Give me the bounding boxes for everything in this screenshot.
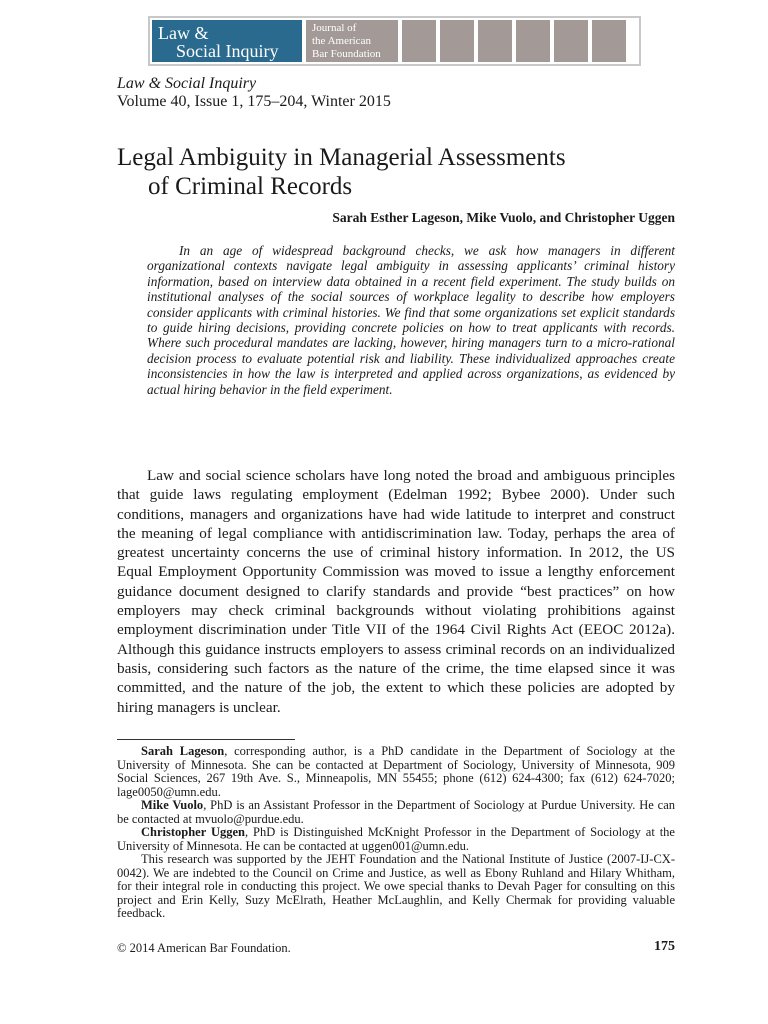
journal-publisher-block (306, 20, 398, 62)
banner-block (516, 20, 550, 62)
page-number: 175 (654, 939, 675, 954)
title-line-1: Legal Ambiguity in Managerial Assessments (117, 144, 566, 171)
abstract: In an age of widespread background checks, we ask how managers in different organizational contexts navigate legal ambiguity in assessing applicants’ criminal history information, based on interview data obtained in a recent field experiment. The study builds on institutional analyses of the social sources of workplace legality to describe how employers consider applicants with criminal histories. We find that some organizations set explicit standards to guide hiring decisions, providing concrete policies on how to treat applicants with records. Where such procedural mandates are lacking, however, hiring managers turn to a micro-rational decision process to evaluate potential risk and liability. These individualized approaches create inconsistencies in how the law is interpreted and applied across organizations, as evidenced by actual hiring behavior in the field experiment. (147, 243, 675, 397)
volume-info: Volume 40, Issue 1, 175–204, Winter 2015 (117, 93, 391, 110)
footnote-vuolo (117, 799, 675, 826)
banner-block (478, 20, 512, 62)
banner-block (440, 20, 474, 62)
journal-logo (152, 20, 302, 62)
banner-block (402, 20, 436, 62)
publisher-line-1: Journal of (312, 22, 357, 34)
footnotes (117, 745, 675, 921)
logo-line-2: Social Inquiry (176, 41, 279, 61)
footnote-text: , corresponding author, is a PhD candidate in the Department of Sociology at the University of Minnesota. She can be contacted at Department of Sociology, University of Minnesota, 909 Social Sciences, 267 19th Ave. S., Minneapolis, MN 55455; phone (612) 624-4300; fax (612) 624-7020; lage0050@umn.edu. (117, 744, 676, 799)
publisher-line-3: Bar Foundation (312, 48, 381, 60)
footnote-author-name: Mike Vuolo (141, 798, 204, 812)
footnote-author-name: Sarah Lageson (141, 744, 225, 758)
logo-line-1: Law & (158, 23, 209, 43)
footnote-author-name: Christopher Uggen (141, 825, 245, 839)
copyright-notice: © 2014 American Bar Foundation. (117, 941, 291, 955)
journal-name: Law & Social Inquiry (117, 75, 257, 92)
author-list: Sarah Esther Lageson, Mike Vuolo, and Christopher Uggen (332, 210, 675, 225)
article-title (117, 143, 697, 201)
banner-block (592, 20, 626, 62)
footnote-divider (117, 739, 295, 740)
title-line-2: of Criminal Records (148, 173, 353, 200)
body-paragraph: Law and social science scholars have long noted the broad and ambiguous principles that guide laws regulating employment (Edelman 1992; Bybee 2000). Under such conditions, managers and organizations have had wide latitude to interpret and construct the meaning of legal compliance with antidiscrimination law. Today, perhaps the area of greatest uncertainty concerns the use of criminal history information. In 2012, the US Equal Employment Opportunity Commission was moved to issue a lengthy enforcement guidance document designed to clarify standards and provide “best practices” on how employers may check criminal backgrounds without violating prohibitions against employment discrimination under Title VII of the 1964 Civil Rights Act (EEOC 2012a). Although this guidance instructs employers to assess criminal records on an individualized basis, considering such factors as the nature of the crime, the time elapsed since it was committed, and the nature of the job, the extent to which these policies are adopted by hiring managers is unclear. (117, 467, 675, 716)
footnote-lageson (117, 745, 675, 799)
footnote-text: , PhD is an Assistant Professor in the Department of Sociology at Purdue University. He can be contacted at mvuolo@purdue.edu. (117, 798, 675, 826)
footnote-acknowledgments: This research was supported by the JEHT Foundation and the National Institute of Justice (2007-IJ-CX-0042). We are indebted to the Council on Crime and Justice, as well as Ebony Ruhland and Hilary Whitham, for their integral role in conducting this project. We owe special thanks to Devah Pager for consulting on this project and Erin Kelly, Suzy McElrath, Heather McLaughlin, and Kelly Chermak for providing valuable feedback. (117, 852, 675, 920)
journal-banner (148, 16, 641, 66)
banner-block (554, 20, 588, 62)
footnote-text: , PhD is Distinguished McKnight Professor in the Department of Sociology at the University of Minnesota. He can be contacted at uggen001@umn.edu. (117, 825, 675, 853)
footnote-uggen (117, 826, 675, 853)
publisher-line-2: the American (312, 35, 371, 47)
